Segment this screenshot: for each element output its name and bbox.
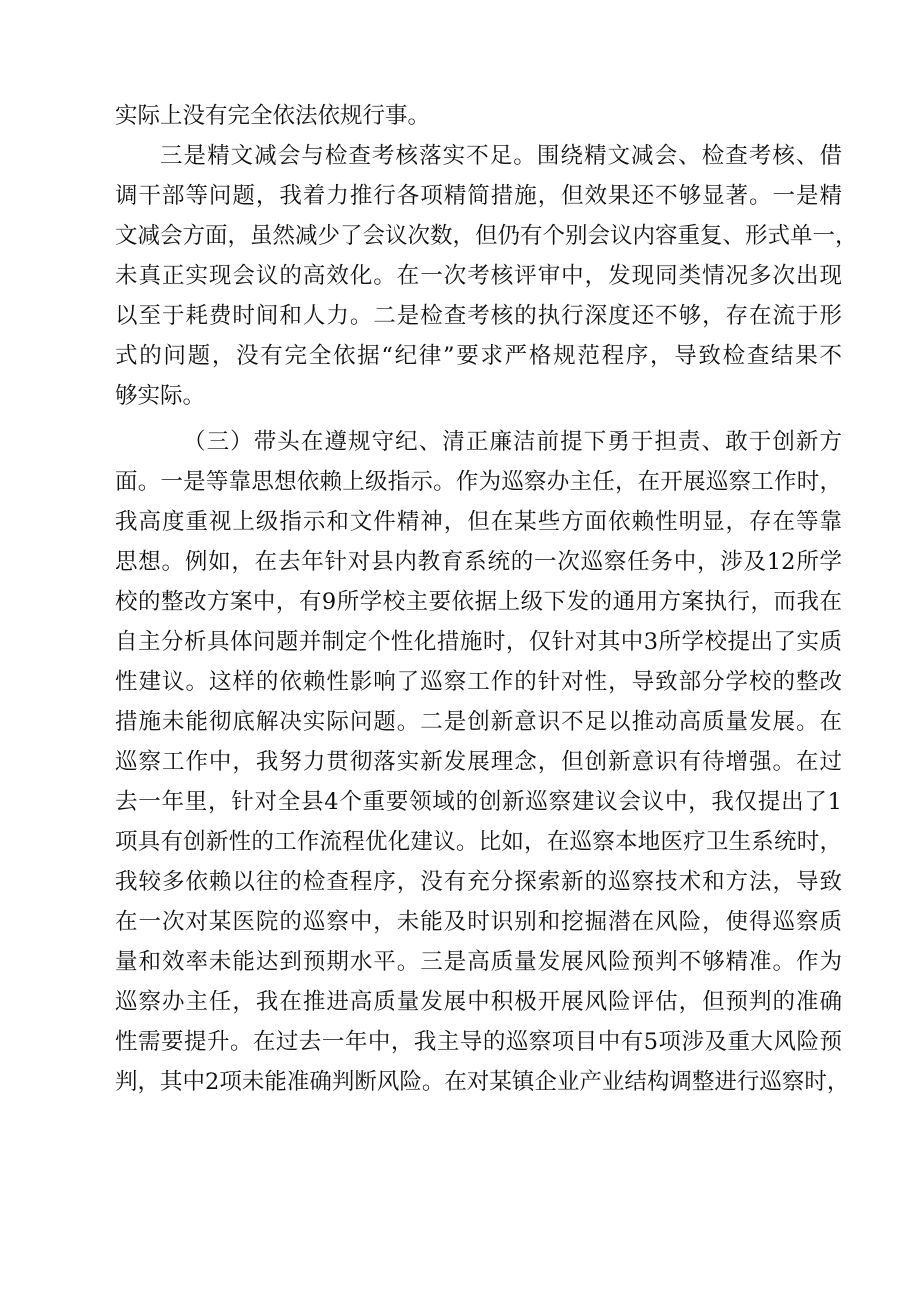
body-text bbox=[115, 96, 858, 1102]
text-line: 判，其中2项未能准确判断风险。在对某镇企业产业结构调整进行巡察时， bbox=[115, 1069, 850, 1095]
text-line: 校的整改方案中，有9所学校主要依据上级下发的通用方案执行，而我在 bbox=[115, 589, 842, 615]
text-line: 以至于耗费时间和人力。二是检查考核的执行深度还不够，存在流于形 bbox=[115, 303, 842, 329]
text-line: 自主分析具体问题并制定个性化措施时，仅针对其中3所学校提出了实质 bbox=[115, 629, 842, 655]
text-line: 量和效率未能达到预期水平。三是高质量发展风险预判不够精准。作为 bbox=[115, 949, 842, 975]
text-line: 性建议。这样的依赖性影响了巡察工作的针对性，导致部分学校的整改 bbox=[115, 669, 842, 695]
text-line: 去一年里，针对全县4个重要领域的创新巡察建议会议中，我仅提出了1 bbox=[115, 789, 842, 815]
text-line: 实际上没有完全依法依规行事。 bbox=[115, 103, 431, 129]
section-heading-line: （三）带头在遵规守纪、清正廉洁前提下勇于担责、敢于创新方 bbox=[183, 429, 842, 455]
text-line: 巡察工作中，我努力贯彻落实新发展理念，但创新意识有待增强。在过 bbox=[115, 749, 842, 775]
text-line: 思想。例如，在去年针对县内教育系统的一次巡察任务中，涉及12所学 bbox=[115, 549, 842, 575]
text-line: 巡察办主任，我在推进高质量发展中积极开展风险评估，但预判的准确 bbox=[115, 989, 842, 1015]
text-line: 性需要提升。在过去一年中，我主导的巡察项目中有5项涉及重大风险预 bbox=[115, 1029, 842, 1055]
text-line: 项具有创新性的工作流程优化建议。比如，在巡察本地医疗卫生系统时， bbox=[115, 829, 842, 855]
text-line: 文减会方面，虽然减少了会议次数，但仍有个别会议内容重复、形式单一， bbox=[115, 223, 858, 249]
text-line: 措施未能彻底解决实际问题。二是创新意识不足以推动高质量发展。在 bbox=[115, 709, 842, 735]
text-line: 三是精文减会与检查考核落实不足。围绕精文减会、检查考核、借 bbox=[160, 143, 842, 169]
text-line: 调干部等问题，我着力推行各项精简措施，但效果还不够显著。一是精 bbox=[115, 183, 842, 209]
text-line: 在一次对某医院的巡察中，未能及时识别和挖掘潜在风险，使得巡察质 bbox=[115, 909, 842, 935]
text-line: 面。一是等靠思想依赖上级指示。作为巡察办主任，在开展巡察工作时， bbox=[115, 469, 842, 495]
text-line: 我较多依赖以往的检查程序，没有充分探索新的巡察技术和方法，导致 bbox=[115, 869, 842, 895]
text-line: 未真正实现会议的高效化。在一次考核评审中，发现同类情况多次出现 bbox=[115, 263, 842, 289]
text-line: 我高度重视上级指示和文件精神，但在某些方面依赖性明显，存在等靠 bbox=[115, 509, 842, 535]
text-line: 够实际。 bbox=[115, 383, 206, 409]
text-line: 式的问题，没有完全依据“纪律”要求严格规范程序，导致检查结果不 bbox=[115, 343, 842, 369]
